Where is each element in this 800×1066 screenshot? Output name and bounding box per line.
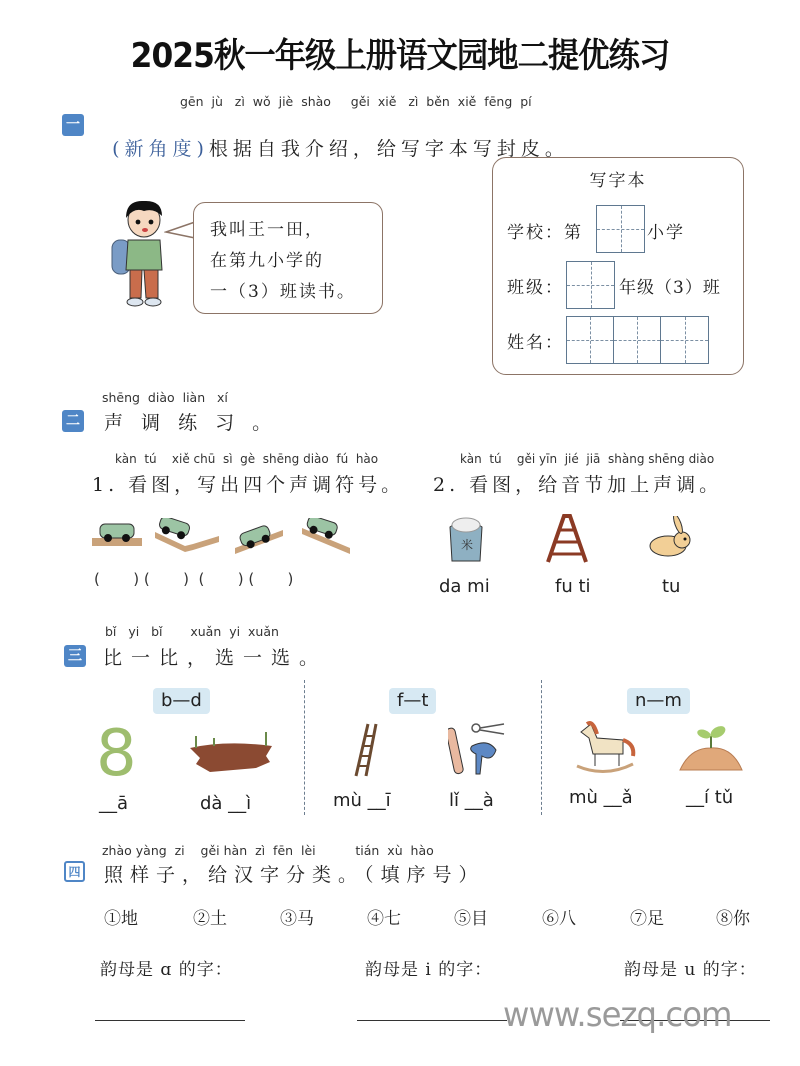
- tone-answer-blanks[interactable]: ( ) ( ) ( ) ( ): [94, 570, 294, 588]
- syllable-tu: tu: [662, 576, 681, 597]
- watermark: www.sezq.com: [503, 995, 732, 1035]
- section2-badge: 二: [62, 410, 84, 432]
- option-5: ⑤目: [454, 909, 488, 929]
- section1-instruction: 根据自我介绍，给写字本写封皮。: [208, 138, 569, 160]
- boy-illustration: [108, 198, 172, 310]
- category-a-label: 韵母是 ɑ 的字：: [100, 960, 233, 980]
- option-4: ④七: [367, 909, 401, 929]
- pair-tag-f-t: f—t: [389, 688, 436, 714]
- answer-b-d-1[interactable]: __ā: [99, 793, 129, 814]
- section3-pinyin: bǐ yi bǐ xuǎn yi xuǎn: [105, 624, 279, 639]
- speech-bubble-tail: [164, 220, 196, 242]
- answer-b-d-2[interactable]: dà __ì: [200, 793, 252, 814]
- sprout-soil-image: [676, 724, 746, 776]
- notebook-title: 写字本: [589, 171, 647, 191]
- car-downhill-image: [300, 518, 352, 558]
- rocking-horse-image: [573, 718, 637, 778]
- option-3: ③马: [280, 909, 314, 929]
- q2-pinyin: kàn tú gěi yīn jié jiā shàng shēng diào: [460, 452, 715, 466]
- answer-f-t-1[interactable]: mù __ī: [333, 790, 391, 811]
- speech-line-1: 我叫王一田，: [210, 220, 324, 240]
- category-i-label: 韵母是 i 的字：: [365, 960, 493, 980]
- section1-badge: 一: [62, 114, 84, 136]
- car-uphill-image: [235, 518, 285, 558]
- school-label: 学校：第: [507, 223, 583, 243]
- answer-n-m-1[interactable]: mù __ǎ: [569, 787, 633, 808]
- section1-pinyin: gēn jù zì wǒ jiè shào gěi xiě zì běn xiě fēng pí: [180, 94, 532, 109]
- class-label: 班级：: [507, 278, 564, 298]
- answer-f-t-2[interactable]: lǐ __à: [449, 790, 494, 811]
- notebook-cover: [492, 157, 744, 375]
- q2-text: 2. 看图，给音节加上声调。: [433, 474, 723, 496]
- number-8-image: 8: [96, 717, 137, 791]
- rice-bag-image: [446, 515, 486, 567]
- syllable-fu-ti: fu ti: [555, 576, 591, 597]
- option-6: ⑥八: [542, 909, 576, 929]
- name-grid-input[interactable]: [566, 316, 709, 364]
- rabbit-image: [646, 516, 694, 564]
- section4-instruction: 照样子，给汉字分类。（填序号）: [104, 864, 485, 886]
- syllable-da-mi: da mi: [439, 576, 490, 597]
- pair-tag-b-d: b—d: [153, 688, 210, 714]
- new-angle-tag: (新角度): [112, 138, 209, 160]
- answer-n-m-2[interactable]: __í tǔ: [686, 787, 734, 808]
- ladder-image: [352, 722, 378, 782]
- speech-bubble: [193, 202, 383, 314]
- group-divider-1: [304, 680, 305, 815]
- car-flat-image: [92, 520, 144, 550]
- section2-pinyin: shēng diào liàn xí: [102, 390, 228, 405]
- option-1: ①地: [104, 909, 138, 929]
- speech-line-3: 一（3）班读书。: [210, 282, 356, 302]
- category-i-answer-line[interactable]: [357, 1020, 507, 1021]
- name-label: 姓名：: [507, 333, 564, 353]
- section4-pinyin: zhào yàng zi gěi hàn zì fēn lèi tián xù hào: [102, 843, 434, 858]
- grade-grid-input[interactable]: [566, 261, 615, 309]
- page-title: 2025秋一年级上册语文园地二提优练习: [130, 36, 670, 76]
- section3-instruction: 比一比，选一选。: [103, 647, 328, 669]
- q1-pinyin: kàn tú xiě chū sì gè shēng diào fú hào: [115, 452, 379, 466]
- option-8: ⑧你: [716, 909, 750, 929]
- comb-dryer-scissors-image: [448, 722, 506, 782]
- car-downup-image: [155, 518, 221, 556]
- school-grid-input[interactable]: [596, 205, 645, 253]
- group-divider-2: [541, 680, 542, 815]
- soil-image: [186, 728, 276, 782]
- section3-badge: 三: [64, 645, 86, 667]
- svg-text:米: 米: [461, 538, 474, 552]
- step-ladder-image: [544, 514, 590, 568]
- section1-heading: [90, 112, 569, 161]
- option-2: ②土: [193, 909, 227, 929]
- option-7: ⑦足: [630, 909, 664, 929]
- category-a-answer-line[interactable]: [95, 1020, 245, 1021]
- section4-badge: 四: [64, 861, 85, 882]
- class-suffix: 年级（3）班: [619, 278, 721, 298]
- speech-line-2: 在第九小学的: [210, 251, 324, 271]
- pair-tag-n-m: n—m: [627, 688, 690, 714]
- category-u-label: 韵母是 u 的字：: [624, 960, 757, 980]
- section2-instruction: 声 调 练 习 。: [104, 412, 278, 434]
- school-suffix: 小学: [647, 223, 685, 243]
- q1-text: 1. 看图，写出四个声调符号。: [92, 474, 405, 496]
